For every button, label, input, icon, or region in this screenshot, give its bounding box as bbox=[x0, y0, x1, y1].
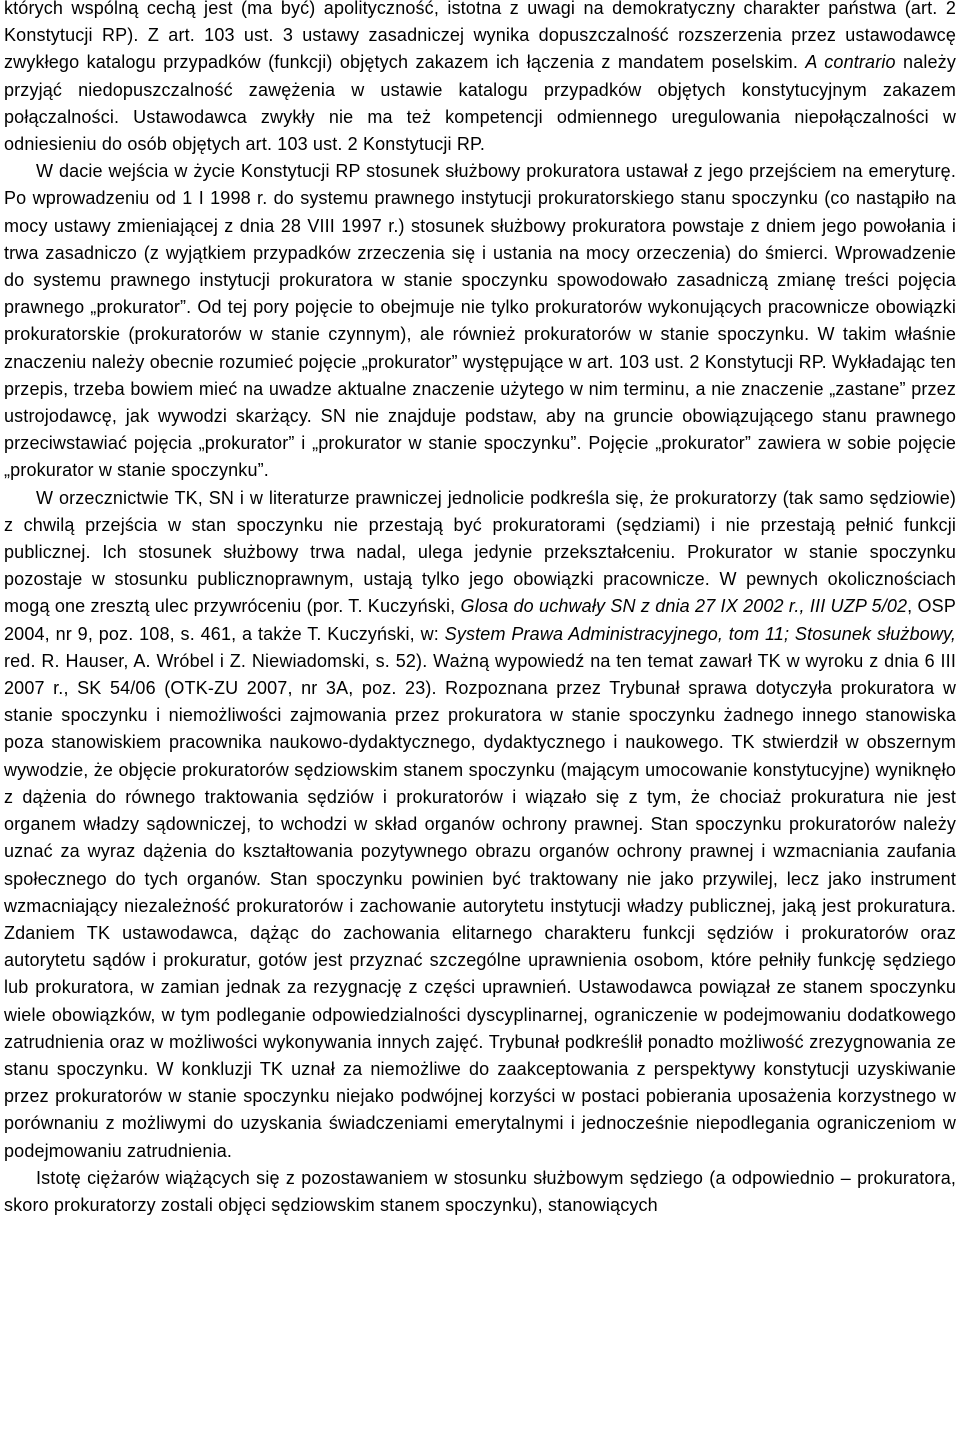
text-segment: W orzecznictwie TK, SN i w literaturze prawniczej jednolicie podkreśla się, że prokuratorzy (tak samo sędziowie) z chwilą przejścia w stan spoczynku nie przestają być prokuratorami (sędziami) i nie przestają pełnić funkcji publicznej. Ich stosunek służbowy trwa nadal, ulega jedynie przekształceniu. Prokurator w stanie spoczynku pozostaje w stosunku publicznoprawnym, ustają tylko jego obowiązki pracownicze. W pewnych okolicznościach mogą one zresztą ulec przywróceniu (por. T. Kuczyński, bbox=[4, 487, 956, 617]
text-segment: należy przyjąć niedopuszczalność zawężenia w ustawie katalogu przypadków objętych konstytucyjnym zakazem połączalności. Ustawodawca zwykły nie ma też kompetencji odmiennego uregulowania niepołączalności w odniesieniu do osób objętych art. 103 ust. 2 Konstytucji RP. bbox=[4, 52, 956, 155]
paragraph bbox=[4, 1165, 956, 1219]
paragraph bbox=[4, 158, 956, 484]
text-segment: Istotę ciężarów wiążących się z pozostawaniem w stosunku służbowym sędziego (a odpowiednio – prokuratora, skoro prokuratorzy zostali objęci sędziowskim stanem spoczynku), stanowiących bbox=[4, 1167, 956, 1215]
text-segment: W dacie wejścia w życie Konstytucji RP stosunek służbowy prokuratora ustawał z jego przejściem na emeryturę. Po wprowadzeniu od 1 I 1998 r. do systemu prawnego instytucji prokuratorskiego stanu spoczynku (co nastąpiło na mocy ustawy zmieniającej z dnia 28 VIII 1997 r.) stosunek służbowy prokuratora powstaje z dniem jego powołania i trwa zasadniczo (z wyjątkiem przypadków zrzeczenia się i ustania na mocy orzeczenia) do śmierci. Wprowadzenie do systemu prawnego instytucji prokuratora w stanie spoczynku spowodowało zasadniczą zmianę treści pojęcia prawnego „prokurator”. Od tej pory pojęcie to obejmuje nie tylko prokuratorów wykonujących pracownicze obowiązki prokuratorskie (prokuratorów w stanie czynnym), ale również prokuratorów w stanie spoczynku. W takim właśnie znaczeniu należy obecnie rozumieć pojęcie „prokurator” występujące w art. 103 ust. 2 Konstytucji RP. Wykładając ten przepis, trzeba bowiem mieć na uwadze aktualne znaczenie użytego w nim terminu, a nie znaczenie „zastane” przez ustrojodawcę, jak wywodzi skarżący. SN nie znajduje podstaw, aby na gruncie obowiązującego stanu prawnego przeciwstawiać pojęcia „prokurator” i „prokurator w stanie spoczynku”. Pojęcie „prokurator” zawiera w sobie pojęcie „prokurator w stanie spoczynku”. bbox=[4, 161, 956, 481]
text-segment: , OSP 2004, nr 9, poz. 108, s. 461, a także T. Kuczyński, w: bbox=[4, 596, 956, 644]
text-segment: red. R. Hauser, A. Wróbel i Z. Niewiadomski, s. 52). Ważną wypowiedź na ten temat zawarł TK w wyroku z dnia 6 III 2007 r., SK 54/06 (OTK-ZU 2007, nr 3A, poz. 23). Rozpoznana przez Trybunał sprawa dotyczyła prokuratora w stanie spoczynku i niemożliwości zajmowania przez prokuratora w stanie spoczynku żadnego innego stanowiska poza stanowiskiem pracownika naukowo-dydaktycznego, dydaktycznego i naukowego. TK stwierdził w obszernym wywodzie, że objęcie prokuratorów sędziowskim stanem spoczynku (mającym umocowanie konstytucyjne) wyniknęło z dążenia do równego traktowania sędziów i prokuratorów i wiązało się z tym, że chociaż prokuratura nie jest organem władzy sądowniczej, to wchodzi w skład organów ochrony prawnej. Stan spoczynku prokuratorów należy uznać za wyraz dążenia do kształtowania pozytywnego obrazu organów ochrony prawnej i wzmacniania zaufania społecznego do tych organów. Stan spoczynku powinien być traktowany nie jako przywilej, lecz jako instrument wzmacniający niezależność prokuratorów i zachowanie autorytetu instytucji władzy publicznej, jaką jest prokuratura. Zdaniem TK ustawodawca, dążąc do zachowania elitarnego charakteru funkcji sędziów i prokuratorów oraz autorytetu sądów i prokuratur, gotów jest przyznać szczególne uprawnienia osobom, które pełniły funkcję sędziego lub prokuratora, w zamian jednak za rezygnację z części uprawnień. Ustawodawca powiązał ze stanem spoczynku wiele obowiązków, w tym podleganie odpowiedzialności dyscyplinarnej, ograniczenie w podejmowaniu dodatkowego zatrudnienia oraz w możliwości wykonywania innych zajęć. Trybunał podkreślił ponadto możliwość zrezygnowania ze stanu spoczynku. W konkluzji TK uznał za niemożliwe do zaakceptowania z perspektywy konstytucji uzyskiwanie przez prokuratorów w stanie spoczynku niejako podwójnej korzyści w postaci pobierania uposażenia korzystnego w porównaniu z możliwymi do uzyskania świadczeniami emerytalnymi i jednocześnie niepodlegania ograniczeniom w podejmowaniu zatrudnienia. bbox=[4, 650, 956, 1161]
paragraph bbox=[4, 0, 956, 158]
text-segment: których wspólną cechą jest (ma być) apolityczność, istotna z uwagi na demokratyczny charakter państwa (art. 2 Konstytucji RP). Z art. 103 ust. 3 ustawy zasadniczej wynika dopuszczalność rozszerzenia przez ustawodawcę zwykłego katalogu przypadków (funkcji) objętych zakazem ich łączenia z mandatem poselskim. bbox=[4, 0, 956, 73]
italic-text-segment: System Prawa Administracyjnego, tom 11; Stosunek służbowy, bbox=[444, 623, 956, 644]
paragraph bbox=[4, 485, 956, 1165]
document-page bbox=[4, 0, 956, 1456]
italic-text-segment: A contrario bbox=[805, 52, 896, 73]
italic-text-segment: Glosa do uchwały SN z dnia 27 IX 2002 r., III UZP 5/02 bbox=[460, 596, 908, 617]
